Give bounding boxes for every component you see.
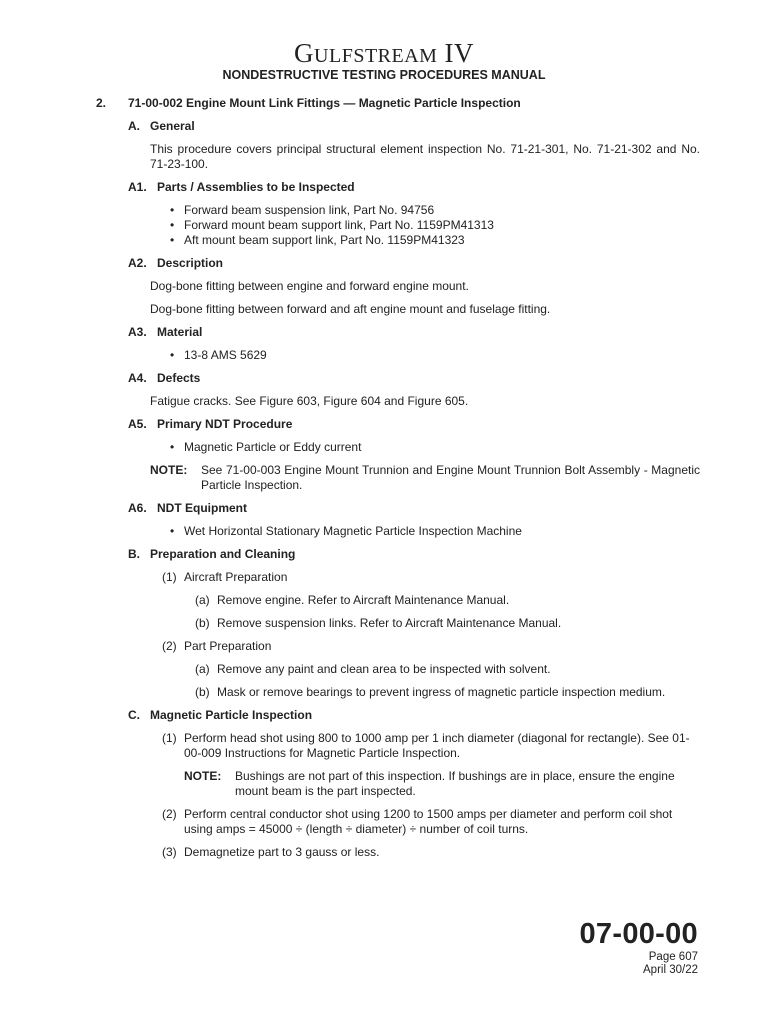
subsection-a-title: General (150, 119, 195, 133)
note-label: NOTE: (184, 769, 222, 783)
title-initial: G (294, 38, 315, 68)
subsection-a4-title: Defects (157, 371, 201, 385)
step-item (162, 807, 700, 837)
substep-text: Remove engine. Refer to Aircraft Maintenance Manual. (217, 593, 510, 607)
substep-item (195, 662, 700, 677)
page-content (96, 96, 700, 860)
subsection-a4-heading (128, 371, 700, 386)
list-item: • 13-8 AMS 5629 (166, 348, 700, 363)
list-item: • Aft mount beam support link, Part No. 1159PM41323 (166, 233, 700, 248)
description-text-2: Dog-bone fitting between forward and aft engine mount and fuselage fitting. (150, 302, 551, 316)
subsection-c-heading (128, 708, 700, 723)
subsection-a3-title: Material (157, 325, 203, 339)
page-number: Page 607 (648, 951, 698, 963)
defects-text: Fatigue cracks. See Figure 603, Figure 604 and Figure 605. (150, 394, 469, 408)
subsection-a1-heading (128, 180, 700, 195)
note-label: NOTE: (150, 463, 188, 477)
subsection-a-heading (128, 119, 700, 134)
step-number: (2) (162, 807, 177, 821)
step-number: (3) (162, 845, 177, 859)
subsection-a2-label: A2. (128, 256, 147, 270)
title-model: IV (444, 38, 474, 68)
subsection-a1-label: A1. (128, 180, 147, 194)
step-text: Part Preparation (184, 639, 272, 653)
step-text: Demagnetize part to 3 gauss or less. (184, 845, 380, 859)
subsection-c-title: Magnetic Particle Inspection (150, 708, 313, 722)
substep-text: Mask or remove bearings to prevent ingress of magnetic particle inspection medium. (217, 685, 666, 699)
description-text-1: Dog-bone fitting between engine and forward engine mount. (150, 279, 469, 293)
subsection-a-label: A. (128, 119, 140, 133)
subsection-c-label: C. (128, 708, 140, 722)
subsection-a6-heading (128, 501, 700, 516)
step-item (162, 731, 700, 761)
parts-list (96, 203, 700, 248)
step-item (162, 639, 700, 654)
substep-number: (a) (195, 593, 210, 607)
step-number: (1) (162, 570, 177, 584)
material-list (96, 348, 700, 363)
page-footer (580, 918, 699, 977)
title-rest: ULFSTREAM (314, 45, 438, 67)
step-text: Perform head shot using 800 to 1000 amp per 1 inch diameter (diagonal for rectangle). See 01-00-009 Instructions for Magnetic Particle Inspection. (184, 731, 690, 760)
note-text: See 71-00-003 Engine Mount Trunnion and Engine Mount Trunnion Bolt Assembly - Magnetic Particle Inspection. (201, 463, 700, 492)
step-item (162, 845, 700, 860)
subsection-a2-heading (128, 256, 700, 271)
subsection-a5-label: A5. (128, 417, 147, 431)
step-item (162, 570, 700, 585)
substep-number: (b) (195, 616, 210, 630)
substep-item (195, 593, 700, 608)
subsection-a5-heading (128, 417, 700, 432)
subsection-a2-title: Description (157, 256, 224, 270)
list-item: • Forward beam suspension link, Part No. 94756 (166, 203, 700, 218)
substep-item (195, 616, 700, 631)
subsection-b-label: B. (128, 547, 140, 561)
subsection-b-heading (128, 547, 700, 562)
substep-item (195, 685, 700, 700)
ndt-equipment-list (96, 524, 700, 539)
subsection-b-title: Preparation and Cleaning (150, 547, 296, 561)
substep-number: (a) (195, 662, 210, 676)
subsection-a6-label: A6. (128, 501, 147, 515)
subsection-a1-title: Parts / Assemblies to be Inspected (157, 180, 355, 194)
subsection-a3-heading (128, 325, 700, 340)
manual-subtitle: NONDESTRUCTIVE TESTING PROCEDURES MANUAL (222, 68, 546, 82)
note-block (184, 769, 700, 799)
substep-text: Remove suspension links. Refer to Aircraft Maintenance Manual. (217, 616, 562, 630)
note-block (150, 463, 700, 493)
step-text: Perform central conductor shot using 1200 to 1500 amps per diameter and perform coil shot using amps = 45000 ÷ (length ÷ diameter) ÷ number of coil turns. (184, 807, 673, 836)
subsection-a4-label: A4. (128, 371, 147, 385)
subsection-a5-title: Primary NDT Procedure (157, 417, 293, 431)
note-text: Bushings are not part of this inspection. If bushings are in place, ensure the engine mount beam is the part inspected. (235, 769, 675, 798)
section-number: 2. (96, 96, 107, 110)
subsection-a3-label: A3. (128, 325, 147, 339)
step-text: Aircraft Preparation (184, 570, 288, 584)
section-heading (96, 96, 700, 111)
step-number: (2) (162, 639, 177, 653)
chapter-code: 07-00-00 (579, 918, 698, 950)
subsection-a6-title: NDT Equipment (157, 501, 247, 515)
list-item: • Magnetic Particle or Eddy current (166, 440, 700, 455)
ndt-procedure-list (96, 440, 700, 455)
list-item: • Wet Horizontal Stationary Magnetic Particle Inspection Machine (166, 524, 700, 539)
section-title: 71-00-002 Engine Mount Link Fittings — Magnetic Particle Inspection (128, 96, 521, 110)
revision-date: April 30/22 (643, 964, 698, 976)
general-text: This procedure covers principal structural element inspection No. 71-21-301, No. 71-21-302 and No. 71-23-100. (150, 142, 700, 171)
step-number: (1) (162, 731, 177, 745)
substep-text: Remove any paint and clean area to be inspected with solvent. (217, 662, 551, 676)
list-item: • Forward mount beam support link, Part No. 1159PM41313 (166, 218, 700, 233)
manual-brand-title (0, 38, 768, 69)
substep-number: (b) (195, 685, 210, 699)
